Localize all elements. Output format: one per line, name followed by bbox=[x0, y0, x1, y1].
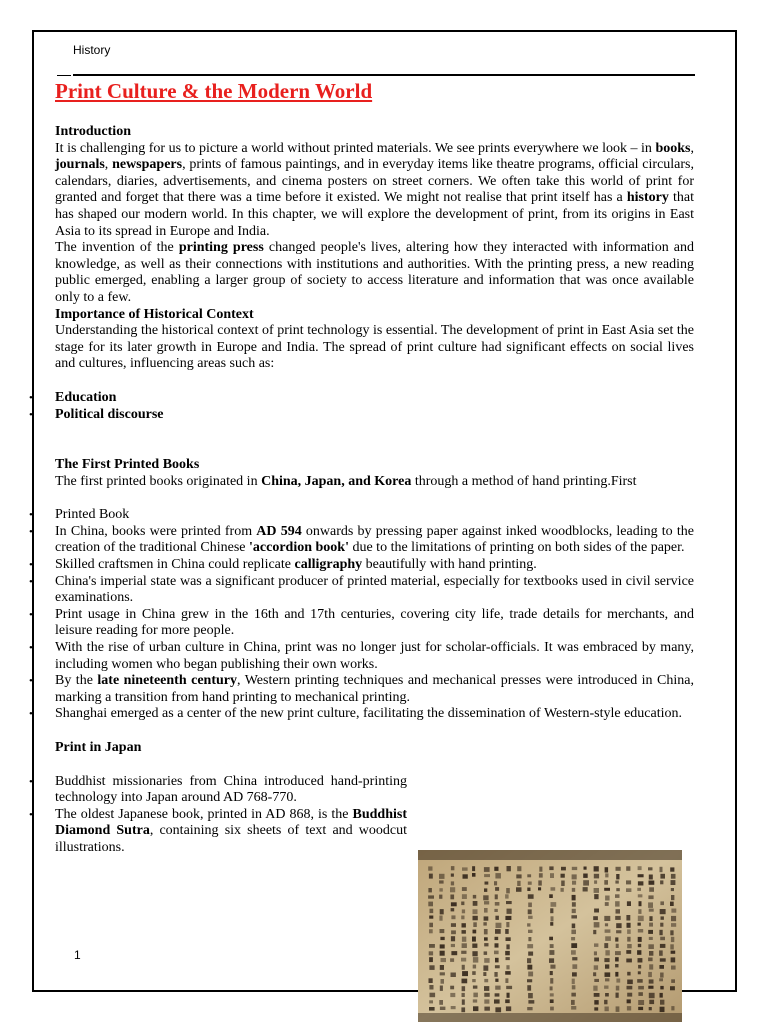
first-books-paragraph: The first printed books originated in China, Japan, and Korea through a method of hand printing.First bbox=[55, 473, 637, 489]
page-title: Print Culture & the Modern World bbox=[55, 79, 373, 103]
header-tick bbox=[57, 75, 71, 76]
list-item: • Printed Book bbox=[55, 507, 694, 524]
list-item: • China's imperial state was a significant producer of printed material, especially for textbooks used in civil service examinations. bbox=[55, 574, 694, 607]
list-item: • Buddhist missionaries from China introduced hand-printing technology into Japan around AD 768-770. bbox=[55, 774, 407, 807]
list-item: • By the late nineteenth century, Western printing techniques and mechanical presses were introduced in China, marking a transition from hand printing to mechanical printing. bbox=[55, 673, 694, 706]
list-item: • The oldest Japanese book, printed in AD 868, is the Buddhist Diamond Sutra, containing six sheets of text and woodcut illustrations. bbox=[55, 807, 407, 857]
first-books-list bbox=[55, 507, 694, 723]
importance-heading: Importance of Historical Context bbox=[55, 306, 254, 322]
header-label: History bbox=[73, 43, 111, 57]
list-item: • In China, books were printed from AD 594 onwards by pressing paper against inked woodblocks, leading to the creation of the traditional Chinese 'accordion book' due to the limitations of printing on both sides of the paper. bbox=[55, 524, 694, 557]
importance-list bbox=[55, 390, 694, 423]
list-item-education: • Education bbox=[55, 390, 694, 407]
page-number: 1 bbox=[74, 948, 81, 962]
list-item: • Shanghai emerged as a center of the new print culture, facilitating the dissemination of Western-style education. bbox=[55, 706, 694, 723]
japan-list bbox=[55, 774, 407, 857]
page-content bbox=[55, 78, 694, 857]
list-item-political-discourse: • Political discourse bbox=[55, 407, 694, 424]
list-item: • Skilled craftsmen in China could replicate calligraphy beautifully with hand printing. bbox=[55, 557, 694, 574]
japan-heading: Print in Japan bbox=[55, 740, 142, 755]
header-rule bbox=[73, 74, 695, 76]
first-books-heading: The First Printed Books bbox=[55, 457, 200, 473]
introduction-paragraph-1: It is challenging for us to picture a world without printed materials. We see prints everywhere we look – in books, journals, newspapers, prints of famous paintings, and in everyday items like theatre programs, official circulars, calendars, diaries, advertisements, and cinema posters on street corners. We often take this world of print for granted and forget that there was a time before it existed. We might not realise that print itself has a history that has shaped our modern world. In this chapter, we will explore the development of print, from its origins in East Asia to its spread in Europe and India. bbox=[55, 140, 695, 239]
list-item: • Print usage in China grew in the 16th and 17th centuries, covering city life, trade details for merchants, and leisure reading for more people. bbox=[55, 607, 694, 640]
list-item: • With the rise of urban culture in China, print was no longer just for scholar-officials. It was embraced by many, including women who began publishing their own works. bbox=[55, 640, 694, 673]
diamond-sutra-image bbox=[418, 850, 682, 1022]
introduction-paragraph-2: The invention of the printing press changed people's lives, altering how they interacted with information and knowledge, as well as their connections with institutions and authorities. With the printing press, a new reading public emerged, enabling a larger group of society to access literature and information that was once available only to a few. bbox=[55, 240, 695, 305]
introduction-heading: Introduction bbox=[55, 124, 131, 139]
diamond-sutra-scroll-svg bbox=[418, 850, 682, 1022]
importance-paragraph: Understanding the historical context of print technology is essential. The development of print in East Asia set the stage for its later growth in Europe and India. The spread of print culture had significant effects on social lives and cultures, influencing areas such as: bbox=[55, 323, 694, 372]
